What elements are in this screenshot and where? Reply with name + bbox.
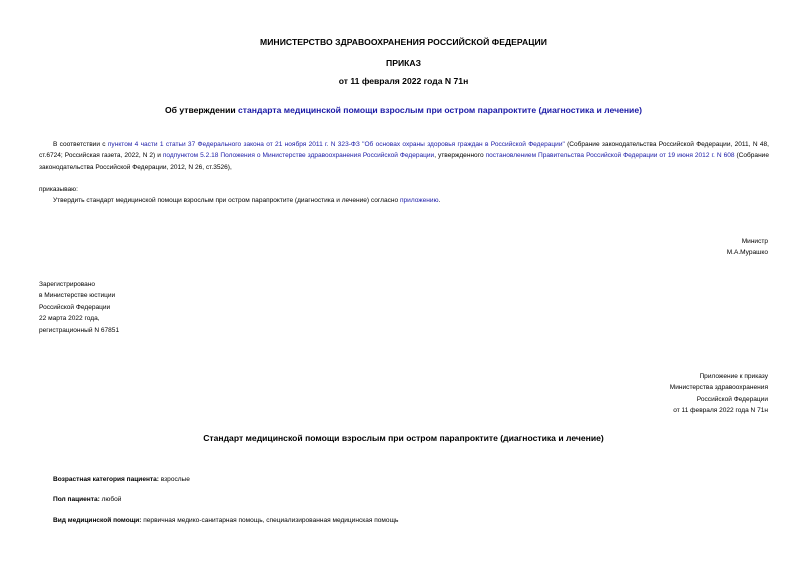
age-category-field (53, 474, 190, 485)
order-title-prefix: Об утверждении (165, 105, 239, 115)
registration-block (39, 279, 119, 336)
standard-title: Стандарт медицинской помощи взрослым при остром парапроктите (диагностика и лечение) (203, 433, 604, 443)
preamble-text-4: (Собрание законодательства Российской Федерации, 2012, N 26, ст.3526), (39, 152, 769, 171)
signer-position: Министр (741, 238, 768, 245)
preamble-paragraph (39, 139, 769, 173)
approve-text: Утвердить стандарт медицинской помощи взрослым при остром парапроктите (диагностика и лечение) согласно (53, 197, 400, 204)
document-type: ПРИКАЗ (386, 58, 421, 68)
law-article-link[interactable]: пунктом 4 части 1 статьи 37 Федерального закона от 21 ноября 2011 г. N 323-ФЗ "Об основах охраны здоровья граждан в Российской Федерации" (107, 141, 565, 148)
registration-line: регистрационный N 67851 (39, 326, 120, 334)
annex-line: Министерства здравоохранения (669, 384, 768, 392)
approve-paragraph (53, 195, 440, 206)
field-label: Пол пациента: (53, 496, 100, 503)
registration-line: Зарегистрировано (39, 281, 96, 288)
order-date-number: от 11 февраля 2022 года N 71н (338, 76, 469, 86)
approve-end: . (438, 197, 441, 204)
registration-line: в Министерстве юстиции (39, 292, 116, 300)
registration-line: Российской Федерации (39, 303, 111, 311)
care-type-field (53, 515, 398, 526)
field-value: взрослые (158, 476, 190, 483)
field-value: любой (99, 496, 122, 503)
field-label: Вид медицинской помощи: (53, 517, 142, 524)
standard-link[interactable]: стандарта медицинской помощи взрослым при остром парапроктите (диагностика и лечение) (238, 105, 642, 115)
annex-link[interactable]: приложению (399, 197, 439, 204)
annex-line: Приложение к приказу (699, 373, 768, 380)
preamble-text-3: , утвержденного (434, 152, 486, 160)
ministry-heading: МИНИСТЕРСТВО ЗДРАВООХРАНЕНИЯ РОССИЙСКОЙ ФЕДЕРАЦИИ (260, 37, 547, 47)
signature-block (727, 236, 768, 259)
order-clause: приказываю: (39, 186, 78, 193)
annex-line: Российской Федерации (696, 395, 768, 403)
patient-sex-field (53, 494, 121, 505)
signer-name: М.А.Мурашко (726, 249, 768, 257)
preamble-text-2: (Собрание законодательства Российской Федерации, 2011, N 48, ст.6724; Российская газета, 2022, N 2) и (39, 141, 769, 160)
preamble-text-1: В соответствии с (53, 141, 108, 148)
annex-line: от 11 февраля 2022 года N 71н (673, 407, 768, 415)
field-label: Возрастная категория пациента: (53, 476, 159, 483)
registration-line: 22 марта 2022 года, (39, 315, 100, 323)
annex-block (670, 371, 768, 417)
order-title (0, 105, 807, 115)
field-value: первичная медико-санитарная помощь, специализированная медицинская помощь (141, 517, 399, 524)
government-resolution-link[interactable]: постановлением Правительства Российской Федерации от 19 июня 2012 г. N 608 (485, 152, 735, 160)
ministry-regulation-link[interactable]: подпунктом 5.2.18 Положения о Министерстве здравоохранения Российской Федерации (162, 152, 435, 160)
